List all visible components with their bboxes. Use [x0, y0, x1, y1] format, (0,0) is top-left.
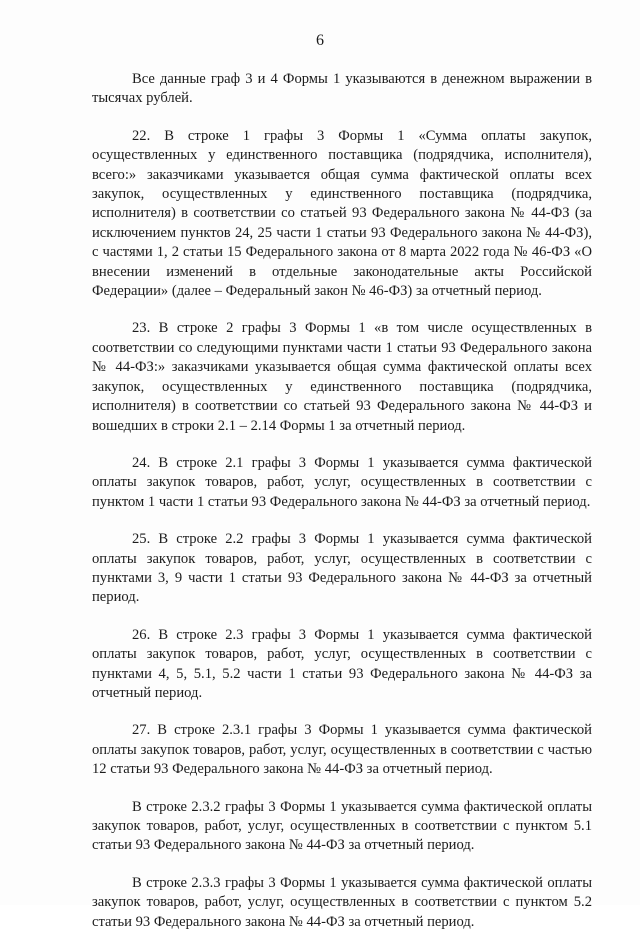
paragraph-27-line-2-3-2: В строке 2.3.2 графы 3 Формы 1 указывается сумма фактической оплаты закупок товаров, работ, услуг, осуществленных в соответствии с пунктом 5.1 статьи 93 Федерального закона № 44-ФЗ за отчетный период.: [92, 798, 592, 854]
paragraph-units-note: Все данные граф 3 и 4 Формы 1 указываются в денежном выражении в тысячах рублей.: [92, 71, 592, 107]
paragraph-27: 27. В строке 2.3.1 графы 3 Формы 1 указывается сумма фактической оплаты закупок товаров, работ, услуг, осуществленных в соответствии с частью 12 статьи 93 Федерального закона № 44-ФЗ за отчетный период.: [92, 722, 592, 778]
paragraph-26: 26. В строке 2.3 графы 3 Формы 1 указывается сумма фактической оплаты закупок товаров, работ, услуг, осуществленных в соответствии с пунктами 4, 5, 5.1, 5.2 части 1 статьи 93 Федерального закона № 44-ФЗ за отчетный период.: [92, 626, 592, 701]
paragraph-23: 23. В строке 2 графы 3 Формы 1 «в том числе осуществленных в соответствии со следующими пунктами части 1 статьи 93 Федерального закона № 44-ФЗ:» заказчиками указывается общая сумма фактической оплаты всех закупок, осуществленных у единственного поставщика (подрядчика, исполнителя) в соответствии со статьей 93 Федерального закона № 44-ФЗ и вошедших в строки 2.1 – 2.14 Формы 1 за отчетный период.: [92, 320, 592, 434]
paragraph-25: 25. В строке 2.2 графы 3 Формы 1 указывается сумма фактической оплаты закупок товаров, работ, услуг, осуществленных в соответствии с пунктами 3, 9 части 1 статьи 93 Федерального закона № 44-ФЗ за отчетный период.: [92, 531, 592, 606]
document-body: [92, 70, 592, 950]
paragraph-27-line-2-3-3: В строке 2.3.3 графы 3 Формы 1 указывается сумма фактической оплаты закупок товаров, работ, услуг, осуществленных в соответствии с пунктом 5.2 статьи 93 Федерального закона № 44-ФЗ за отчетный период.: [92, 874, 592, 930]
page-number: 6: [316, 32, 324, 49]
paragraph-24: 24. В строке 2.1 графы 3 Формы 1 указывается сумма фактической оплаты закупок товаров, работ, услуг, осуществленных в соответствии с пунктом 1 части 1 статьи 93 Федерального закона № 44-ФЗ за отчетный период.: [92, 454, 592, 510]
paragraph-22: 22. В строке 1 графы 3 Формы 1 «Сумма оплаты закупок, осуществленных у единственного поставщика (подрядчика, исполнителя), всего:» заказчиками указывается общая сумма фактической оплаты всех закупок, осуществленных у единственного поставщика (подрядчика, исполнителя) в соответствии со статьей 93 Федерального закона № 44-ФЗ (за исключением пунктов 24, 25 части 1 статьи 93 Федерального закона № 44-ФЗ), с частями 1, 2 статьи 15 Федерального закона от 8 марта 2022 года № 46-ФЗ «О внесении изменений в отдельные законодательные акты Российской Федерации» (далее – Федеральный закон № 46-ФЗ) за отчетный период.: [92, 127, 592, 300]
